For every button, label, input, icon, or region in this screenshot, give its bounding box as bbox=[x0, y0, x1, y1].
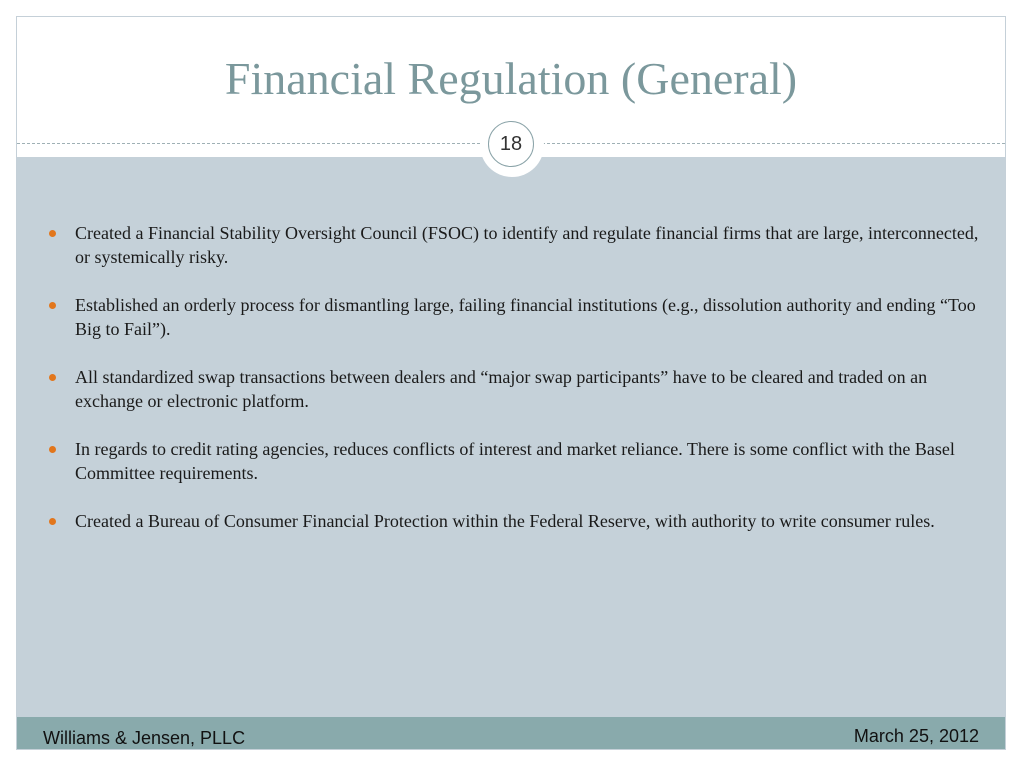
footer-firm-name: Williams & Jensen, PLLC bbox=[43, 728, 246, 748]
bullet-marker-icon bbox=[49, 446, 56, 453]
slide-number: 18 bbox=[488, 121, 534, 167]
bullet-marker-icon bbox=[49, 302, 56, 309]
slide bbox=[16, 16, 1006, 750]
bullet-item bbox=[47, 365, 987, 413]
footer-date: March 25, 2012 bbox=[853, 726, 979, 746]
bullet-item bbox=[47, 221, 987, 269]
bullet-text: In regards to credit rating agencies, reduces conflicts of interest and market reliance. There is some conflict with the Basel Committee requirements. bbox=[75, 439, 955, 483]
bullet-text: Created a Financial Stability Oversight Council (FSOC) to identify and regulate financial firms that are large, interconnected, or systemically risky. bbox=[75, 223, 979, 267]
bullet-marker-icon bbox=[49, 518, 56, 525]
bullet-list bbox=[47, 221, 987, 557]
footer-bar bbox=[17, 717, 1005, 750]
bullet-item bbox=[47, 437, 987, 485]
slide-title: Financial Regulation (General) bbox=[224, 53, 798, 104]
bullet-text: Created a Bureau of Consumer Financial Protection within the Federal Reserve, with authority to write consumer rules. bbox=[75, 511, 935, 531]
bullet-marker-icon bbox=[49, 374, 56, 381]
bullet-marker-icon bbox=[49, 230, 56, 237]
bullet-item bbox=[47, 509, 987, 533]
slide-number-badge bbox=[480, 113, 544, 177]
bullet-text: All standardized swap transactions between dealers and “major swap participants” have to be cleared and traded on an exchange or electronic platform. bbox=[75, 367, 928, 411]
bullet-item bbox=[47, 293, 987, 341]
bullet-text: Established an orderly process for dismantling large, failing financial institutions (e.g., dissolution authority and ending “Too Big to Fail”). bbox=[75, 295, 976, 339]
